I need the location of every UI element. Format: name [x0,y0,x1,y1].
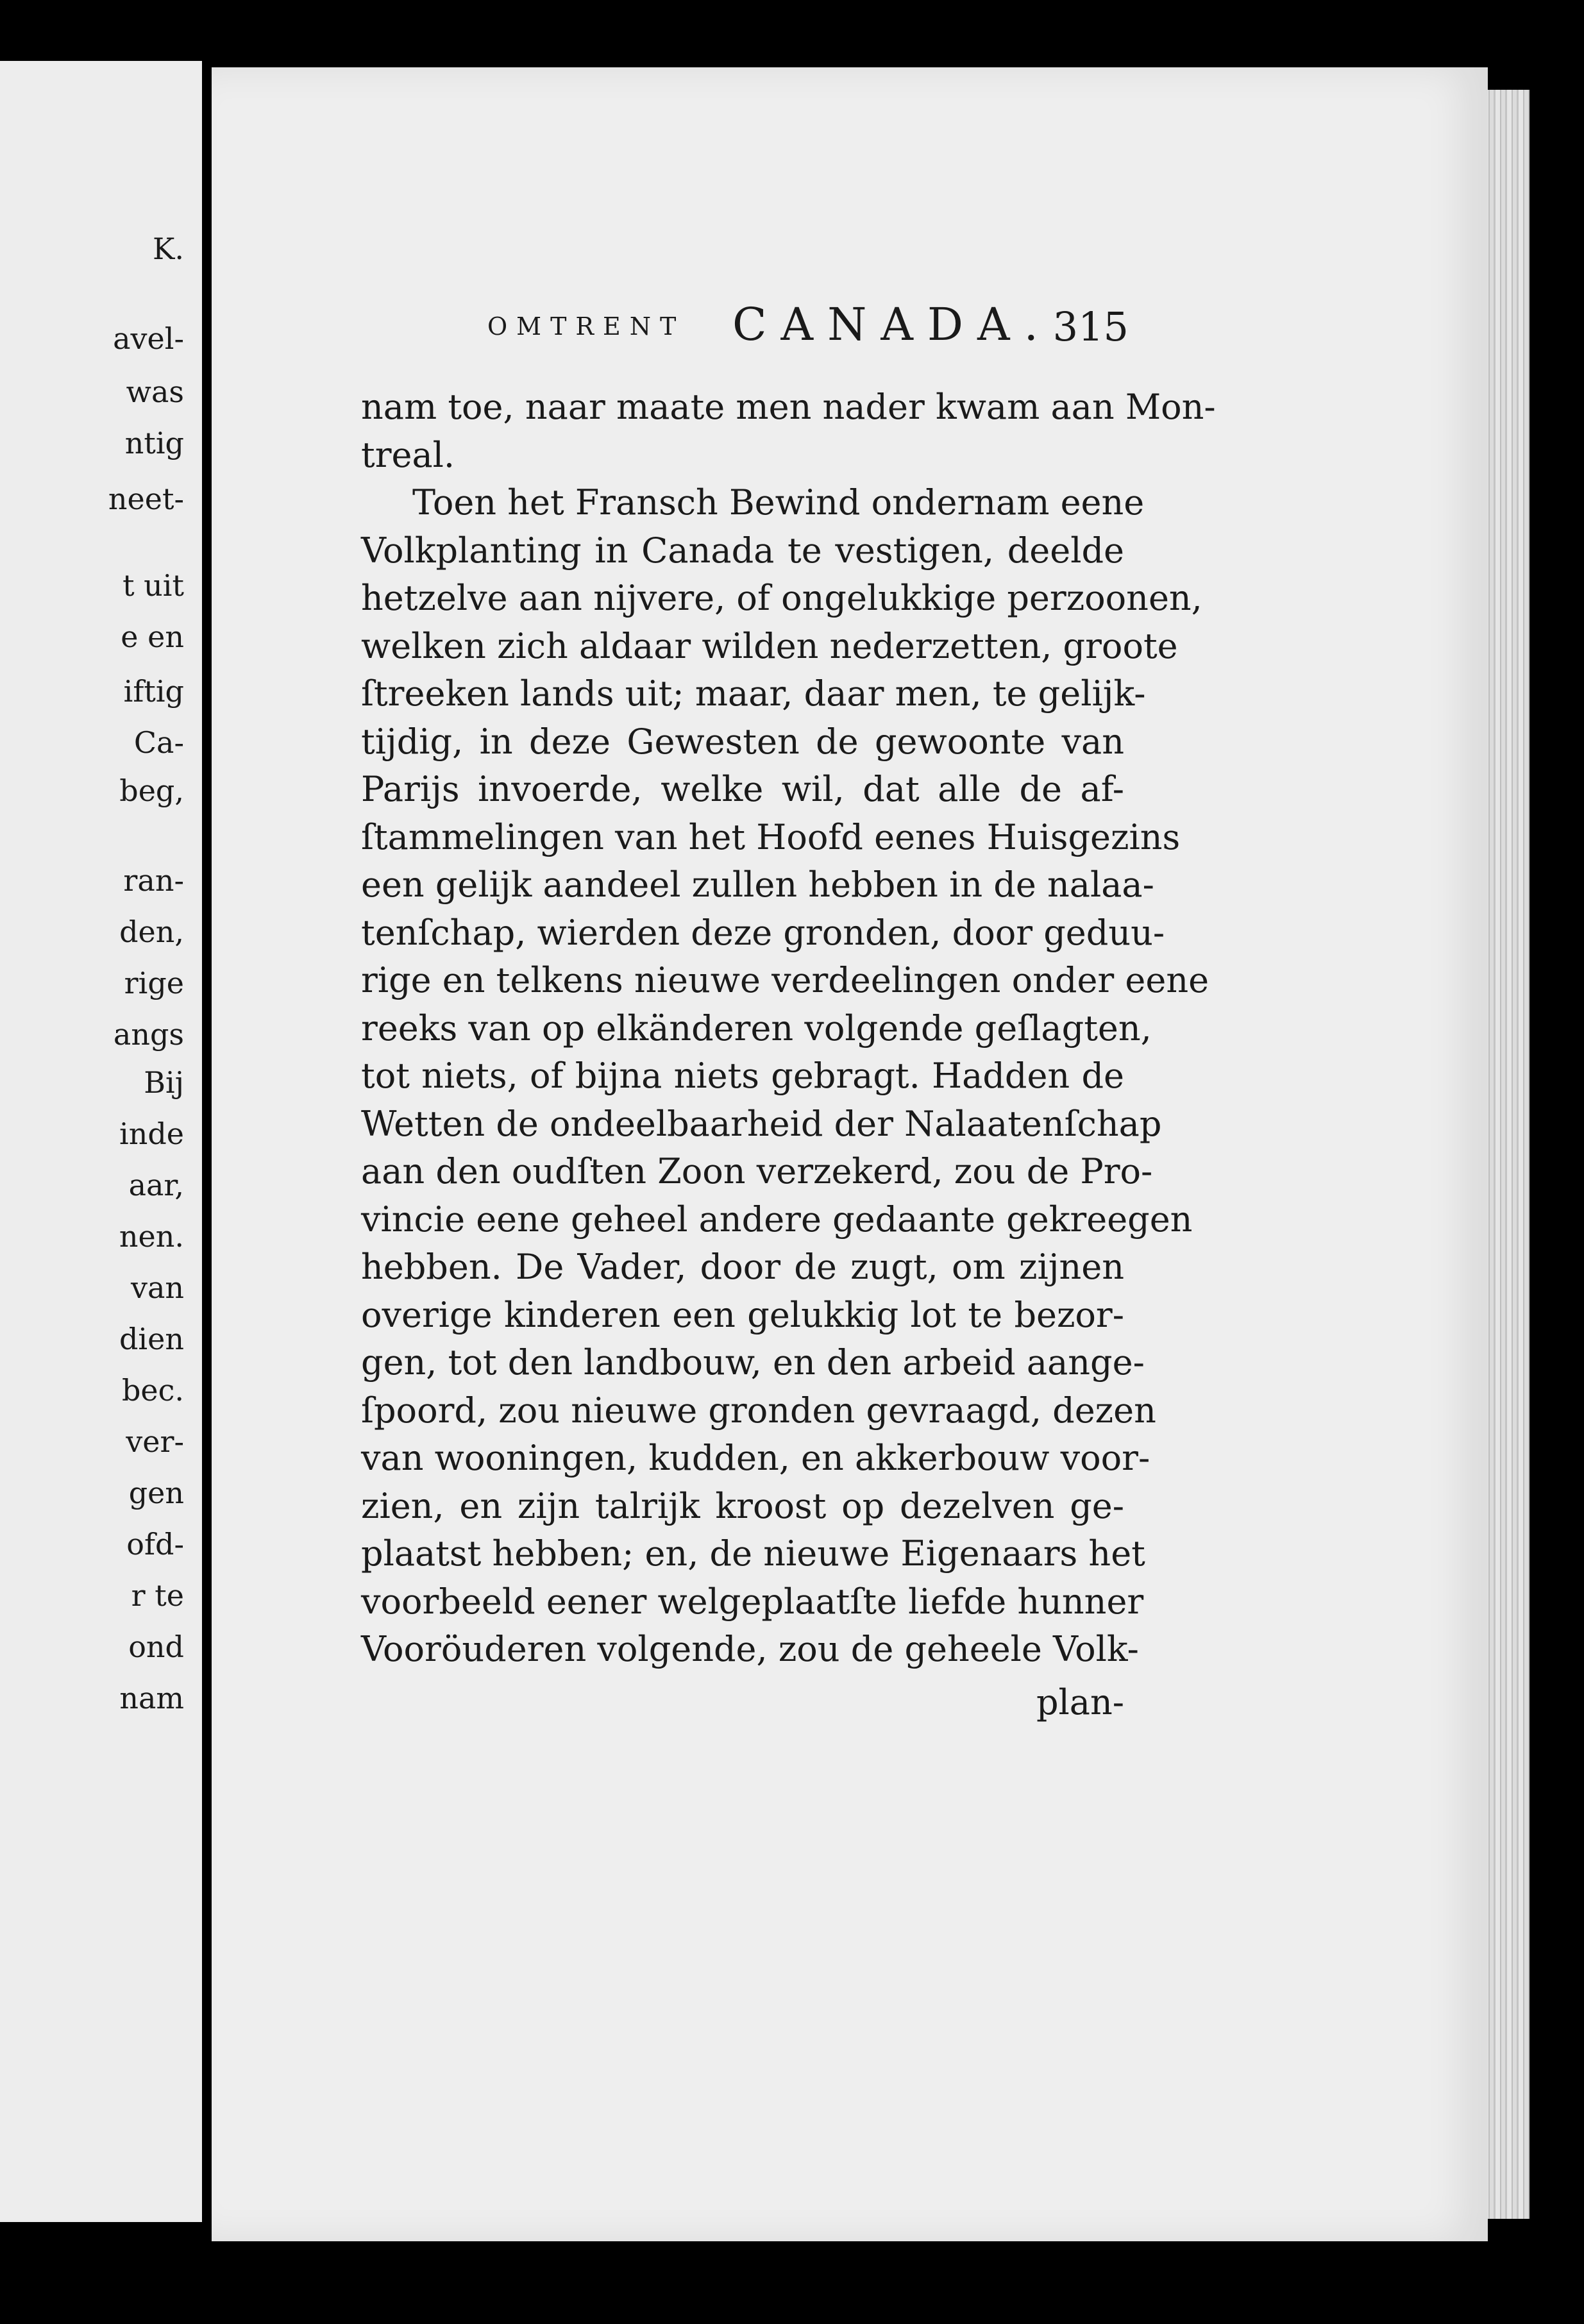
text-line: hetzelve aan nijvere, of ongelukkige perzoonen, [361,578,1202,618]
text-line: tenſchap, wierden deze gronden, door geduu- [361,912,1165,953]
left-page-fragment: t uit [122,568,184,603]
left-page-fragment: neet- [108,482,184,516]
text-line: Parijs invoerde, welke wil, dat alle de af- [361,769,1124,809]
text-line: Volkplanting in Canada te vestigen, deelde [361,530,1124,571]
text-line: rige en telkens nieuwe verdeelingen onder eene [361,960,1209,1000]
text-line: een gelijk aandeel zullen hebben in de nalaa- [361,864,1154,905]
left-page-fragment: Bij [144,1065,184,1100]
text-line: Vooröuderen volgende, zou de geheele Volk- [361,1629,1139,1669]
text-line: hebben. De Vader, door de zugt, om zijnen [361,1247,1124,1287]
text-line: plaatst hebben; en, de nieuwe Eigenaars het [361,1533,1145,1574]
text-line: treal. [361,434,455,475]
text-line: ſtammelingen van het Hoofd eenes Huisgezins [361,816,1181,857]
left-page-fragment: rige [124,966,184,1000]
catchword: plan- [1036,1681,1124,1722]
text-line: aan den oudſten Zoon verzekerd, zou de Pro- [361,1151,1153,1191]
left-page-fragment: den, [119,914,184,949]
text-line: van wooningen, kudden, en akkerbouw voor- [361,1438,1150,1478]
text-line: Toen het Fransch Bewind ondernam eene [412,482,1145,523]
left-page-fragment: ond [128,1629,184,1664]
text-line: tot niets, of bijna niets gebragt. Hadden de [361,1056,1124,1096]
left-page-fragment: r te [131,1578,184,1613]
left-page-fragment: aar, [128,1168,184,1202]
text-line: tijdig, in deze Gewesten de gewoonte van [361,721,1124,762]
running-header [487,298,1135,349]
text-line: reeks van op elkänderen volgende geſlagten, [361,1007,1152,1048]
left-page-fragment: ver- [126,1424,184,1459]
left-page-fragment: iftig [123,674,184,709]
running-title: CANADA. [732,298,1052,351]
text-line: ſpoord, zou nieuwe gronden gevraagd, dezen [361,1390,1156,1431]
left-page-fragment: nen. [119,1219,184,1254]
left-page-fragment: beg, [119,773,184,808]
text-line: gen, tot den landbouw, en den arbeid aange- [361,1342,1145,1383]
left-page-fragment: gen [128,1476,184,1510]
left-page-fragment: e en [121,619,184,654]
text-line: nam toe, naar maate men nader kwam aan Mon- [361,387,1216,427]
left-page-fragment: ofd- [126,1527,184,1562]
text-line: zien, en zijn talrijk kroost op dezelven ge- [361,1485,1124,1526]
text-line: voorbeeld eener welgeplaatſte liefde hunner [361,1581,1144,1622]
left-page-fragment: nam [119,1681,184,1715]
left-page-fragment: ntig [124,426,184,460]
text-line: welken zich aldaar wilden nederzetten, groote [361,625,1178,666]
text-line: vincie eene geheel andere gedaante gekreegen [361,1199,1193,1240]
left-page-fragment: dien [119,1322,184,1356]
page-number: 315 [1052,303,1129,350]
left-page [0,61,206,2222]
text-line: Wetten de ondeelbaarheid der Nalaatenſchap [361,1103,1162,1144]
left-page-fragment: K. [153,232,184,266]
left-page-fragment: bec. [121,1373,184,1408]
left-page-fragment: inde [119,1116,184,1151]
text-line: overige kinderen een gelukkig lot te bezor- [361,1294,1124,1335]
running-head: OMTRENT [487,312,686,341]
left-page-fragment: angs [113,1017,184,1052]
left-page-fragment: ran- [123,863,184,898]
left-page-fragment: Ca- [133,725,184,760]
text-line: ſtreeken lands uit; maar, daar men, te gelijk- [361,673,1146,714]
left-page-fragment: was [126,375,184,409]
left-page-fragment: avel- [113,321,184,356]
left-page-fragment: van [130,1270,184,1305]
